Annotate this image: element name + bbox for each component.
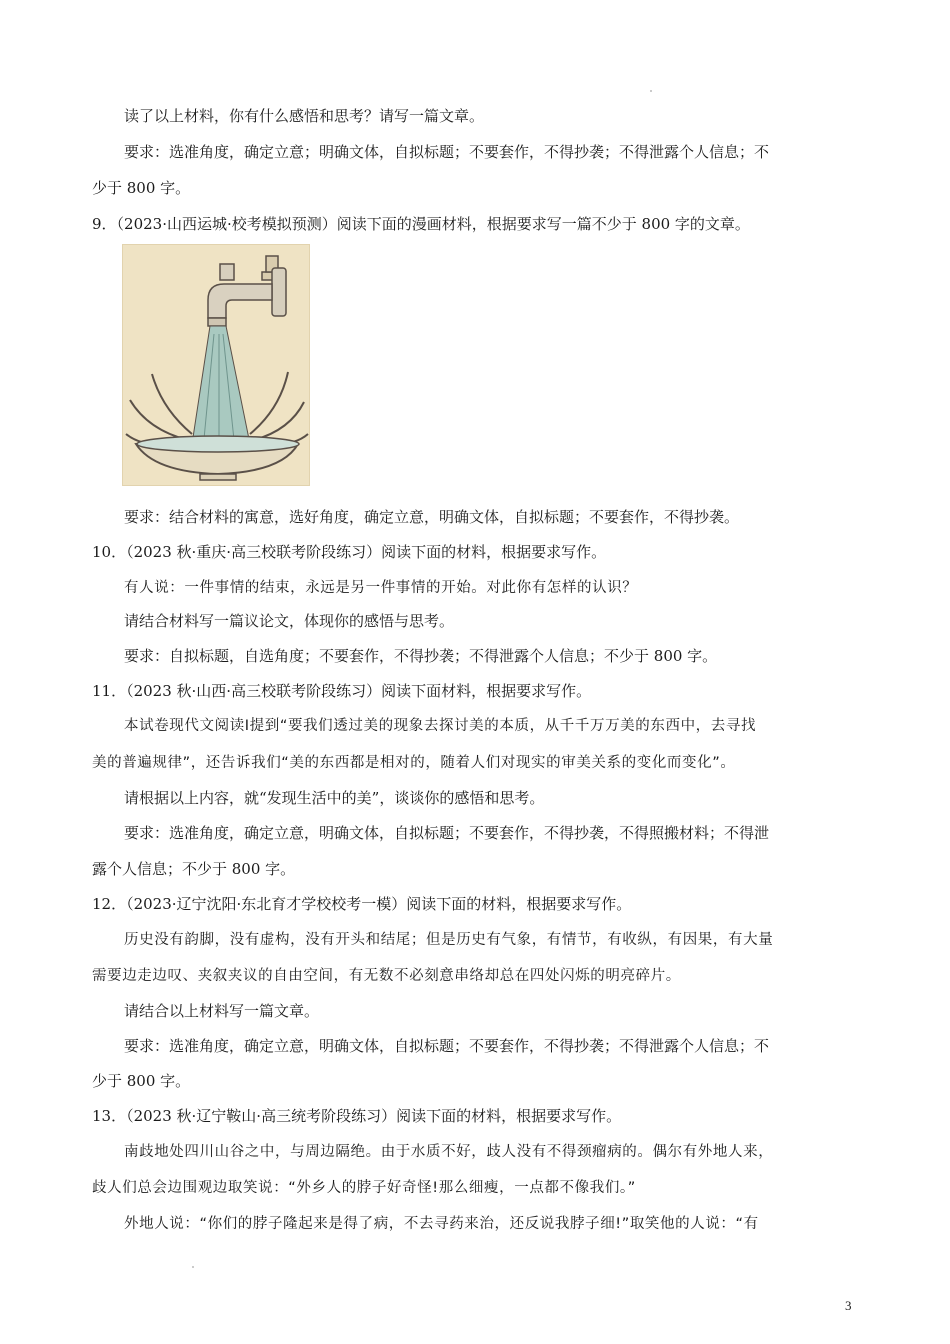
- scan-speck: [192, 1266, 194, 1268]
- question-12-material: 历史没有韵脚，没有虚构，没有开头和结尾；但是历史有气象，有情节，有收纵，有因果，有大量: [124, 932, 774, 948]
- question-12-requirement: 少于 800 字。: [92, 1072, 191, 1090]
- question-12-material: 需要边走边叹、夹叙夹议的自由空间，有无数不必刻意串络却总在四处闪烁的明亮碎片。: [92, 968, 681, 984]
- requirement-line: 要求：选准角度，确定立意；明确文体，自拟标题；不要套作，不得抄袭；不得泄露个人信息；不: [124, 143, 770, 161]
- question-12-title: 12．（2023·辽宁沈阳·东北育才学校校考一模）阅读下面的材料，根据要求写作。: [92, 895, 632, 913]
- question-10-material: 有人说：一件事情的结束，永远是另一件事情的开始。对此你有怎样的认识？: [124, 580, 638, 596]
- scan-speck: [650, 90, 652, 92]
- question-11-title: 11．（2023 秋·山西·高三校联考阶段练习）阅读下面材料，根据要求写作。: [92, 682, 592, 700]
- question-12-requirement: 要求：选准角度，确定立意，明确文体，自拟标题；不要套作，不得抄袭；不得泄露个人信息；不: [124, 1037, 770, 1055]
- question-10-title: 10．（2023 秋·重庆·高三校联考阶段练习）阅读下面的材料，根据要求写作。: [92, 543, 607, 561]
- question-9-requirement: 要求：结合材料的寓意，选好角度，确定立意，明确文体，自拟标题；不要套作，不得抄袭。: [124, 508, 740, 526]
- question-12-instruction: 请结合以上材料写一篇文章。: [124, 1002, 320, 1020]
- question-10-instruction: 请结合材料写一篇议论文，体现你的感悟与思考。: [124, 612, 455, 630]
- question-13-material: 南歧地处四川山谷之中，与周边隔绝。由于水质不好，歧人没有不得颈瘤病的。偶尔有外地人来，: [124, 1144, 774, 1160]
- question-11-requirement: 露个人信息；不少于 800 字。: [92, 860, 296, 878]
- question-9-title: 9．（2023·山西运城·校考模拟预测）阅读下面的漫画材料，根据要求写一篇不少于 800 字的文章。: [92, 215, 750, 233]
- question-13-material: 歧人们总会边围观边取笑说：“外乡人的脖子好奇怪!那么细瘦，一点都不像我们。”: [92, 1180, 636, 1196]
- requirement-line: 少于 800 字。: [92, 179, 191, 197]
- question-13-title: 13．（2023 秋·辽宁鞍山·高三统考阶段练习）阅读下面的材料，根据要求写作。: [92, 1107, 622, 1125]
- faucet-basin-cartoon-icon: [122, 244, 310, 486]
- page-number: 3: [845, 1298, 852, 1313]
- question-11-requirement: 要求：选准角度，确定立意，明确文体，自拟标题；不要套作，不得抄袭，不得照搬材料；不得泄: [124, 824, 770, 842]
- question-11-material: 美的普遍规律”，还告诉我们“美的东西都是相对的，随着人们对现实的审美关系的变化而变化”。: [92, 755, 736, 771]
- prompt-line: 读了以上材料，你有什么感悟和思考？请写一篇文章。: [124, 107, 485, 125]
- question-10-requirement: 要求：自拟标题，自选角度；不要套作，不得抄袭；不得泄露个人信息；不少于 800 字。: [124, 647, 718, 665]
- question-13-material: 外地人说：“你们的脖子隆起来是得了病，不去寻药来治，还反说我脖子细!”取笑他的人说：“有: [124, 1216, 759, 1232]
- question-11-material: 本试卷现代文阅读Ⅰ提到“要我们透过美的现象去探讨美的本质，从千千万万美的东西中，去寻找: [124, 718, 757, 734]
- question-11-instruction: 请根据以上内容，就“发现生活中的美”，谈谈你的感悟和思考。: [124, 789, 545, 807]
